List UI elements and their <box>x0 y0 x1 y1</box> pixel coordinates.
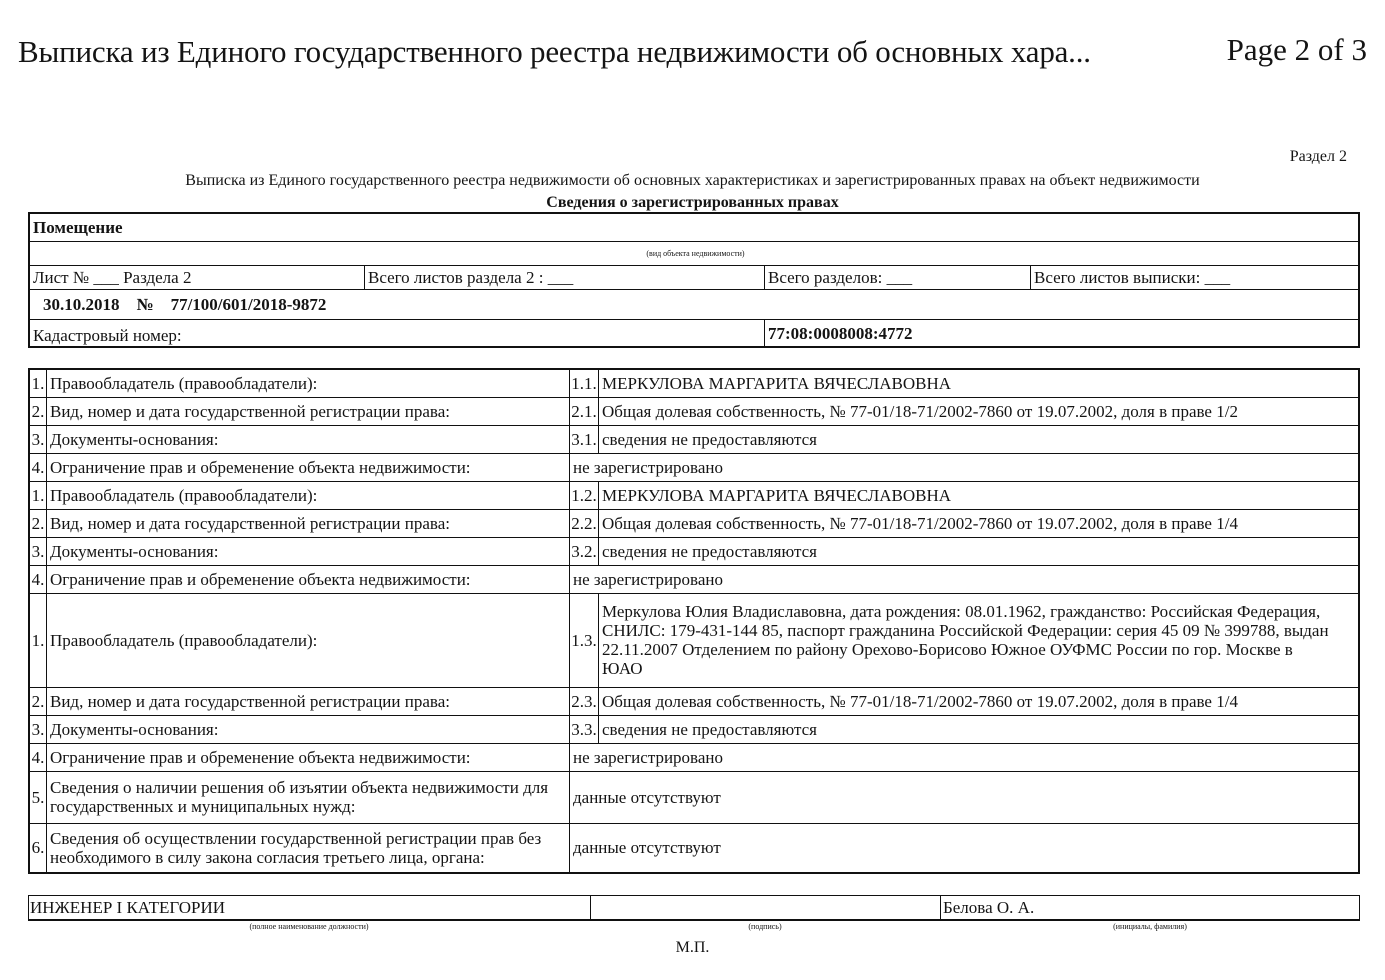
table-row <box>29 481 1359 509</box>
row-label: Вид, номер и дата государственной регистрации права: <box>47 397 570 425</box>
row-label: Документы-основания: <box>47 425 570 453</box>
table-row <box>29 565 1359 593</box>
row-label: Вид, номер и дата государственной регистрации права: <box>47 687 570 715</box>
cadastral-row <box>30 320 1358 348</box>
row-number: 4. <box>29 565 47 593</box>
object-type-row <box>30 214 1358 242</box>
object-info-box <box>28 212 1360 348</box>
position-caption: (полное наименование должности) <box>249 922 369 931</box>
table-row <box>29 369 1359 397</box>
row-value: Общая долевая собственность, № 77-01/18-71/2002-7860 от 19.07.2002, доля в праве 1/4 <box>599 509 1360 537</box>
row-value: не зарегистрировано <box>570 565 1360 593</box>
name-caption: (инициалы, фамилия) <box>1113 922 1187 931</box>
row-value: сведения не предоставляются <box>599 537 1360 565</box>
row-label: Ограничение прав и обременение объекта недвижимости: <box>47 453 570 481</box>
signatory-position: ИНЖЕНЕР I КАТЕГОРИИ <box>30 898 226 917</box>
table-row <box>29 509 1359 537</box>
row-label: Документы-основания: <box>47 715 570 743</box>
row-number: 3. <box>29 425 47 453</box>
row-subnumber: 1.2. <box>570 481 599 509</box>
date-number: 30.10.2018 № 77/100/601/2018-9872 <box>43 295 327 314</box>
row-number: 1. <box>29 593 47 687</box>
row-number: 5. <box>29 771 47 823</box>
stamp-place: М.П. <box>675 939 710 956</box>
row-value: не зарегистрировано <box>570 743 1360 771</box>
signatory-name: Белова О. А. <box>940 895 1360 921</box>
page-header-title: Выписка из Единого государственного реестра недвижимости об основных хара... <box>18 34 1091 69</box>
cadastral-label: Кадастровый номер: <box>33 326 182 345</box>
row-number: 6. <box>29 823 47 873</box>
row-label: Ограничение прав и обременение объекта недвижимости: <box>47 743 570 771</box>
row-subnumber: 1.1. <box>570 369 599 397</box>
table-row <box>29 425 1359 453</box>
section-label: Раздел 2 <box>1289 148 1347 165</box>
table-row <box>29 743 1359 771</box>
row-subnumber: 3.1. <box>570 425 599 453</box>
signature-field <box>590 895 940 921</box>
row-number: 2. <box>29 509 47 537</box>
row-subnumber: 2.2. <box>570 509 599 537</box>
row-label: Ограничение прав и обременение объекта недвижимости: <box>47 565 570 593</box>
row-label: Правообладатель (правообладатели): <box>47 369 570 397</box>
total-sections: Всего разделов: ___ <box>764 266 1030 289</box>
row-subnumber: 2.3. <box>570 687 599 715</box>
rights-table <box>28 368 1360 874</box>
date-number-row <box>30 290 1358 320</box>
row-number: 2. <box>29 397 47 425</box>
row-number: 2. <box>29 687 47 715</box>
row-value: Меркулова Юлия Владиславовна, дата рождения: 08.01.1962, гражданство: Российская Федерация, СНИЛС: 179-431-144 85, паспорт гражданина Российской Федерации: серия 45 09 № 399788, выдан 22.11.2007 Отделением по району Орехово-Борисово Южное ОУФМС России по гор. Москве в ЮАО <box>599 593 1360 687</box>
total-sheets: Всего листов выписки: ___ <box>1030 266 1358 289</box>
object-type: Помещение <box>33 218 123 237</box>
sheets-in-section: Всего листов раздела 2 : ___ <box>364 266 764 289</box>
table-row <box>29 687 1359 715</box>
row-label: Вид, номер и дата государственной регистрации права: <box>47 509 570 537</box>
row-number: 3. <box>29 537 47 565</box>
document-subtitle: Сведения о зарегистрированных правах <box>546 194 839 211</box>
row-value: сведения не предоставляются <box>599 425 1360 453</box>
row-subnumber: 3.2. <box>570 537 599 565</box>
row-value: не зарегистрировано <box>570 453 1360 481</box>
sheet-info-row <box>30 266 1358 290</box>
row-subnumber: 1.3. <box>570 593 599 687</box>
row-value: данные отсутствуют <box>570 771 1360 823</box>
signature-block <box>28 895 1360 935</box>
row-value: сведения не предоставляются <box>599 715 1360 743</box>
row-value: МЕРКУЛОВА МАРГАРИТА ВЯЧЕСЛАВОВНА <box>599 369 1360 397</box>
document-title: Выписка из Единого государственного реестра недвижимости об основных характеристиках и зарегистрированных правах на объект недвижимости <box>185 172 1200 189</box>
row-number: 1. <box>29 369 47 397</box>
table-row <box>29 593 1359 687</box>
table-row <box>29 771 1359 823</box>
signature-caption: (подпись) <box>748 922 782 931</box>
table-row <box>29 715 1359 743</box>
sheet-number: Лист № ___ Раздела 2 <box>33 268 192 287</box>
row-number: 4. <box>29 453 47 481</box>
row-number: 3. <box>29 715 47 743</box>
row-value: МЕРКУЛОВА МАРГАРИТА ВЯЧЕСЛАВОВНА <box>599 481 1360 509</box>
row-number: 1. <box>29 481 47 509</box>
table-row <box>29 397 1359 425</box>
row-label: Документы-основания: <box>47 537 570 565</box>
row-label: Сведения об осуществлении государственной регистрации прав без необходимого в силу закона согласия третьего лица, органа: <box>47 823 570 873</box>
row-subnumber: 2.1. <box>570 397 599 425</box>
table-row <box>29 823 1359 873</box>
cadastral-number: 77:08:0008008:4772 <box>764 320 1358 348</box>
page-number: Page 2 of 3 <box>1226 32 1367 67</box>
object-type-caption: (вид объекта недвижимости) <box>646 249 745 258</box>
object-type-caption-row <box>30 242 1358 266</box>
row-number: 4. <box>29 743 47 771</box>
table-row <box>29 453 1359 481</box>
row-label: Сведения о наличии решения об изъятии объекта недвижимости для государственных и муниципальных нужд: <box>47 771 570 823</box>
row-label: Правообладатель (правообладатели): <box>47 593 570 687</box>
table-row <box>29 537 1359 565</box>
row-value: Общая долевая собственность, № 77-01/18-71/2002-7860 от 19.07.2002, доля в праве 1/2 <box>599 397 1360 425</box>
row-value: Общая долевая собственность, № 77-01/18-71/2002-7860 от 19.07.2002, доля в праве 1/4 <box>599 687 1360 715</box>
row-label: Правообладатель (правообладатели): <box>47 481 570 509</box>
row-value: данные отсутствуют <box>570 823 1360 873</box>
row-subnumber: 3.3. <box>570 715 599 743</box>
